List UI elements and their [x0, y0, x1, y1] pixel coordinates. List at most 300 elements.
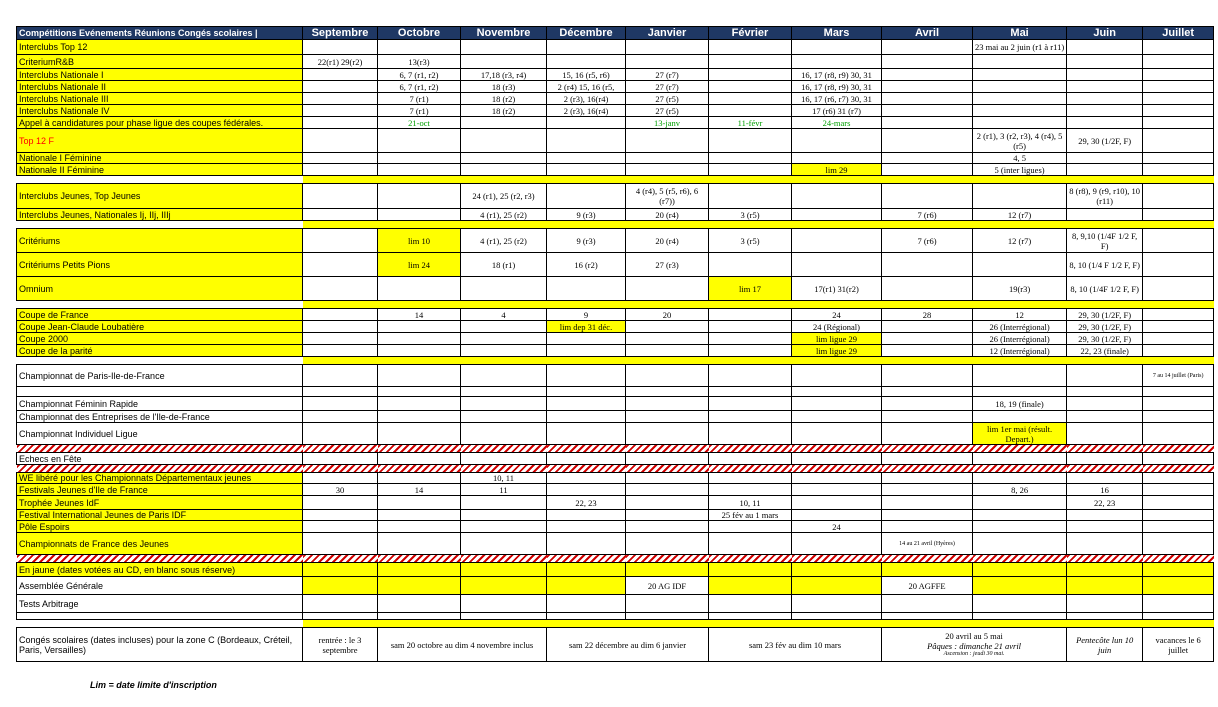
date-cell [973, 595, 1067, 613]
date-cell [1067, 365, 1143, 387]
date-cell [378, 365, 461, 387]
date-cell [1143, 309, 1214, 321]
date-cell [1143, 533, 1214, 555]
date-cell [709, 563, 792, 577]
date-cell [461, 521, 547, 533]
row-label: Interclubs Nationale II [17, 81, 303, 93]
date-cell: 18 (r2) [461, 93, 547, 105]
date-cell [303, 595, 378, 613]
date-cell: 6, 7 (r1, r2) [378, 69, 461, 81]
row-label: Coupe Jean-Claude Loubatière [17, 321, 303, 333]
month-header: Janvier [626, 27, 709, 40]
date-cell: 19(r3) [973, 277, 1067, 301]
date-cell [626, 345, 709, 357]
date-cell: 20 [626, 309, 709, 321]
date-cell [547, 577, 626, 595]
date-cell [626, 55, 709, 69]
date-cell [882, 521, 973, 533]
date-cell [626, 164, 709, 176]
date-cell: 8 (r8), 9 (r9, r10), 10 (r11) [1067, 184, 1143, 209]
date-cell: 7 (r6) [882, 229, 973, 253]
date-cell [709, 473, 792, 484]
holiday-cell [303, 628, 378, 662]
date-cell [973, 253, 1067, 277]
date-cell [1067, 40, 1143, 55]
date-cell [378, 387, 461, 397]
date-cell [461, 345, 547, 357]
date-cell [1067, 164, 1143, 176]
date-cell: 18 (r1) [461, 253, 547, 277]
date-cell [792, 129, 882, 153]
date-cell [303, 473, 378, 484]
date-cell [1143, 563, 1214, 577]
date-cell: 10, 11 [461, 473, 547, 484]
date-cell: 2 (r1), 3 (r2, r3), 4 (r4), 5 (r5) [973, 129, 1067, 153]
holiday-text: vacances le 6 juillet [1155, 634, 1201, 655]
row-label: Championnat de Paris-Ile-de-France [17, 365, 303, 387]
date-cell [303, 277, 378, 301]
date-cell: 4 (r1), 25 (r2) [461, 209, 547, 221]
date-cell [1067, 533, 1143, 555]
date-cell [792, 563, 882, 577]
date-cell [626, 129, 709, 153]
date-cell [882, 473, 973, 484]
hatched-divider [17, 555, 1214, 563]
date-cell [378, 521, 461, 533]
date-cell [792, 510, 882, 521]
holiday-text: 20 avril au 5 mai [945, 631, 1003, 641]
date-cell [461, 577, 547, 595]
date-cell [709, 105, 792, 117]
date-cell: 20 (r4) [626, 209, 709, 221]
calendar-table [16, 26, 1214, 662]
date-cell: 16, 17 (r6, r7) 30, 31 [792, 93, 882, 105]
date-cell [792, 253, 882, 277]
date-cell: 25 fév au 1 mars [709, 510, 792, 521]
date-cell [303, 69, 378, 81]
hatched-divider [17, 445, 1214, 453]
date-cell [626, 333, 709, 345]
date-cell [626, 40, 709, 55]
date-cell [1143, 345, 1214, 357]
row-label: Critériums [17, 229, 303, 253]
date-cell [303, 229, 378, 253]
date-cell [792, 533, 882, 555]
date-cell [882, 69, 973, 81]
date-cell [378, 184, 461, 209]
date-cell: 28 [882, 309, 973, 321]
date-cell [378, 164, 461, 176]
calendar-row [17, 309, 1214, 321]
date-cell [973, 184, 1067, 209]
date-cell [792, 453, 882, 465]
date-cell [378, 345, 461, 357]
date-cell: 16 [1067, 484, 1143, 496]
section-divider [17, 176, 1214, 184]
date-cell: 14 [378, 309, 461, 321]
holiday-text: sam 22 décembre au dim 6 janvier [568, 639, 687, 650]
header-row [17, 27, 1214, 40]
row-label: Interclubs Nationale IV [17, 105, 303, 117]
date-cell [303, 333, 378, 345]
date-cell [709, 153, 792, 164]
date-cell [1067, 117, 1143, 129]
date-cell: 22, 23 [1067, 496, 1143, 510]
date-cell: 4, 5 [973, 153, 1067, 164]
date-cell [709, 55, 792, 69]
date-cell [1067, 577, 1143, 595]
date-cell [303, 81, 378, 93]
date-cell: 3 (r5) [709, 209, 792, 221]
date-cell [378, 473, 461, 484]
date-cell: 3 (r5) [709, 229, 792, 253]
calendar-row [17, 563, 1214, 577]
date-cell [547, 533, 626, 555]
row-label: Assemblée Générale [17, 577, 303, 595]
date-cell [973, 453, 1067, 465]
date-cell [882, 563, 973, 577]
row-label: Festival International Jeunes de Paris IDF [17, 510, 303, 521]
date-cell [792, 577, 882, 595]
row-label: Championnat Féminin Rapide [17, 397, 303, 411]
date-cell [1143, 40, 1214, 55]
date-cell [303, 105, 378, 117]
date-cell [1143, 69, 1214, 81]
date-cell [461, 40, 547, 55]
date-cell: 20 AG IDF [626, 577, 709, 595]
date-cell: 29, 30 (1/2F, F) [1067, 321, 1143, 333]
date-cell: 27 (r3) [626, 253, 709, 277]
date-cell [626, 321, 709, 333]
date-cell: 16, 17 (r8, r9) 30, 31 [792, 81, 882, 93]
date-cell: 18 (r2) [461, 105, 547, 117]
calendar-row [17, 55, 1214, 69]
date-cell [547, 563, 626, 577]
date-cell [1143, 577, 1214, 595]
date-cell [709, 93, 792, 105]
date-cell [1143, 473, 1214, 484]
date-cell: 13-janv [626, 117, 709, 129]
date-cell [626, 521, 709, 533]
date-cell [792, 209, 882, 221]
date-cell [626, 563, 709, 577]
date-cell [882, 129, 973, 153]
date-cell [461, 496, 547, 510]
date-cell [1143, 253, 1214, 277]
date-cell [303, 411, 378, 423]
date-cell [792, 397, 882, 411]
row-label: Top 12 F [17, 129, 303, 153]
date-cell: lim 17 [709, 277, 792, 301]
date-cell: 13(r3) [378, 55, 461, 69]
date-cell [378, 411, 461, 423]
date-cell [882, 365, 973, 387]
date-cell: 4 [461, 309, 547, 321]
date-cell [1143, 184, 1214, 209]
date-cell: 21-oct [378, 117, 461, 129]
date-cell: 10, 11 [709, 496, 792, 510]
calendar-row [17, 253, 1214, 277]
date-cell [882, 321, 973, 333]
date-cell [461, 387, 547, 397]
date-cell: 7 (r1) [378, 93, 461, 105]
date-cell [303, 129, 378, 153]
date-cell: lim 10 [378, 229, 461, 253]
date-cell: 24 (Régional) [792, 321, 882, 333]
date-cell: lim ligue 29 [792, 345, 882, 357]
calendar-row [17, 321, 1214, 333]
date-cell [709, 164, 792, 176]
row-label: Nationale I Féminine [17, 153, 303, 164]
date-cell [709, 333, 792, 345]
date-cell [303, 521, 378, 533]
date-cell [378, 563, 461, 577]
date-cell [547, 423, 626, 445]
month-header: Octobre [378, 27, 461, 40]
date-cell: 17,18 (r3, r4) [461, 69, 547, 81]
date-cell [1143, 93, 1214, 105]
date-cell [1067, 563, 1143, 577]
date-cell: 12 [973, 309, 1067, 321]
row-label: Interclubs Jeunes, Nationales Ij, IIj, IIIj [17, 209, 303, 221]
date-cell: 17 (r6) 31 (r7) [792, 105, 882, 117]
date-cell [303, 209, 378, 221]
date-cell [1143, 411, 1214, 423]
date-cell [792, 184, 882, 209]
date-cell [882, 277, 973, 301]
date-cell [882, 93, 973, 105]
date-cell [303, 93, 378, 105]
date-cell: 5 (inter ligues) [973, 164, 1067, 176]
footer-note: Lim = date limite d'inscription [90, 680, 217, 690]
date-cell [709, 345, 792, 357]
row-label: Appel à candidatures pour phase ligue des coupes fédérales. [17, 117, 303, 129]
date-cell: 29, 30 (1/2F, F) [1067, 129, 1143, 153]
date-cell [303, 577, 378, 595]
date-cell [303, 387, 378, 397]
date-cell [792, 40, 882, 55]
date-cell: 7 au 14 juillet (Paris) [1143, 365, 1214, 387]
date-cell: 27 (r5) [626, 105, 709, 117]
date-cell [303, 117, 378, 129]
date-cell [792, 473, 882, 484]
date-cell: 27 (r7) [626, 69, 709, 81]
date-cell [882, 345, 973, 357]
date-cell [378, 40, 461, 55]
date-cell: 9 (r3) [547, 229, 626, 253]
row-label: Critériums Petits Pions [17, 253, 303, 277]
date-cell [973, 473, 1067, 484]
month-header: Juin [1067, 27, 1143, 40]
holiday-cell [709, 628, 882, 662]
date-cell [882, 484, 973, 496]
date-cell [378, 496, 461, 510]
date-cell [626, 533, 709, 555]
date-cell: 15, 16 (r5, r6) [547, 69, 626, 81]
date-cell [303, 345, 378, 357]
month-header: Avril [882, 27, 973, 40]
date-cell: 14 [378, 484, 461, 496]
easter-note: Pâques : dimanche 21 avril [927, 641, 1022, 651]
date-cell [1143, 81, 1214, 93]
month-header: Mars [792, 27, 882, 40]
calendar-row [17, 81, 1214, 93]
holiday-cell [882, 628, 1067, 662]
row-label: Festivals Jeunes d'Ile de France [17, 484, 303, 496]
date-cell [378, 595, 461, 613]
date-cell [973, 93, 1067, 105]
date-cell: 24 (r1), 25 (r2, r3) [461, 184, 547, 209]
date-cell [709, 577, 792, 595]
month-header: Juillet [1143, 27, 1214, 40]
holiday-cell [378, 628, 547, 662]
date-cell [792, 229, 882, 253]
date-cell [1143, 164, 1214, 176]
date-cell [792, 153, 882, 164]
date-cell [1143, 387, 1214, 397]
date-cell [461, 365, 547, 387]
date-cell [626, 153, 709, 164]
date-cell [882, 55, 973, 69]
date-cell: 6, 7 (r1, r2) [378, 81, 461, 93]
date-cell [973, 563, 1067, 577]
date-cell [547, 510, 626, 521]
date-cell [709, 595, 792, 613]
date-cell [547, 184, 626, 209]
row-label: Coupe 2000 [17, 333, 303, 345]
row-label: Echecs en Fête [17, 453, 303, 465]
date-cell: 9 (r3) [547, 209, 626, 221]
date-cell: 12 (Interrégional) [973, 345, 1067, 357]
date-cell [709, 484, 792, 496]
date-cell [882, 387, 973, 397]
calendar-row [17, 229, 1214, 253]
date-cell [1143, 510, 1214, 521]
row-label: WE libéré pour les Championnats Départementaux jeunes [17, 473, 303, 484]
row-label: Tests Arbitrage [17, 595, 303, 613]
section-divider [17, 221, 1214, 229]
date-cell [547, 164, 626, 176]
date-cell: 20 AGFFE [882, 577, 973, 595]
date-cell [461, 55, 547, 69]
month-header: Septembre [303, 27, 378, 40]
date-cell [547, 397, 626, 411]
date-cell [1067, 93, 1143, 105]
date-cell [378, 510, 461, 521]
row-label: CriteriumR&B [17, 55, 303, 69]
calendar-row [17, 277, 1214, 301]
date-cell [378, 423, 461, 445]
calendar-row [17, 533, 1214, 555]
date-cell [1067, 510, 1143, 521]
date-cell [1067, 453, 1143, 465]
calendar-row [17, 117, 1214, 129]
date-cell [1143, 209, 1214, 221]
holiday-text: sam 23 fév au dim 10 mars [748, 639, 842, 650]
date-cell [1143, 595, 1214, 613]
date-cell: 20 (r4) [626, 229, 709, 253]
date-cell: 2 (r3), 16(r4) [547, 105, 626, 117]
date-cell: 22, 23 [547, 496, 626, 510]
date-cell: 7 (r1) [378, 105, 461, 117]
date-cell: 8, 9,10 (1/4F 1/2 F, F) [1067, 229, 1143, 253]
calendar-row [17, 345, 1214, 357]
date-cell [973, 55, 1067, 69]
date-cell [792, 55, 882, 69]
date-cell [709, 423, 792, 445]
calendar-row [17, 69, 1214, 81]
date-cell [792, 496, 882, 510]
date-cell [303, 496, 378, 510]
row-label: Nationale II Féminine [17, 164, 303, 176]
date-cell [461, 397, 547, 411]
date-cell [973, 577, 1067, 595]
date-cell [303, 365, 378, 387]
holiday-text: Pentecôte lun 10 juin [1076, 634, 1134, 655]
date-cell [1143, 521, 1214, 533]
date-cell [1143, 333, 1214, 345]
date-cell [709, 365, 792, 387]
date-cell [626, 510, 709, 521]
date-cell [378, 209, 461, 221]
date-cell [303, 309, 378, 321]
date-cell [1067, 209, 1143, 221]
date-cell [1067, 105, 1143, 117]
row-label: En jaune (dates votées au CD, en blanc sous réserve) [17, 563, 303, 577]
date-cell [1067, 411, 1143, 423]
date-cell [547, 521, 626, 533]
date-cell: 24 [792, 309, 882, 321]
date-cell [461, 533, 547, 555]
section-divider [17, 357, 1214, 365]
date-cell [626, 473, 709, 484]
date-cell [547, 40, 626, 55]
month-header: Mai [973, 27, 1067, 40]
date-cell [626, 484, 709, 496]
date-cell [547, 333, 626, 345]
date-cell [303, 40, 378, 55]
date-cell [461, 595, 547, 613]
date-cell: 17(r1) 31(r2) [792, 277, 882, 301]
date-cell [882, 81, 973, 93]
date-cell: 16, 17 (r8, r9) 30, 31 [792, 69, 882, 81]
date-cell [547, 55, 626, 69]
date-cell [626, 397, 709, 411]
calendar-row [17, 473, 1214, 484]
header-title: Compétitions Evénements Réunions Congés scolaires | [17, 27, 303, 40]
date-cell [882, 117, 973, 129]
date-cell [709, 69, 792, 81]
date-cell [973, 533, 1067, 555]
date-cell [709, 453, 792, 465]
date-cell [882, 510, 973, 521]
school-holidays-row [17, 628, 1214, 662]
date-cell [461, 129, 547, 153]
date-cell [461, 411, 547, 423]
calendar-row [17, 129, 1214, 153]
date-cell [1143, 397, 1214, 411]
date-cell [303, 510, 378, 521]
date-cell: 24 [792, 521, 882, 533]
date-cell [378, 277, 461, 301]
date-cell [1143, 277, 1214, 301]
date-cell: 2 (r3), 16(r4) [547, 93, 626, 105]
date-cell: 8, 10 (1/4F 1/2 F, F) [1067, 277, 1143, 301]
date-cell [709, 321, 792, 333]
date-cell [1143, 105, 1214, 117]
date-cell [303, 533, 378, 555]
date-cell [973, 365, 1067, 387]
